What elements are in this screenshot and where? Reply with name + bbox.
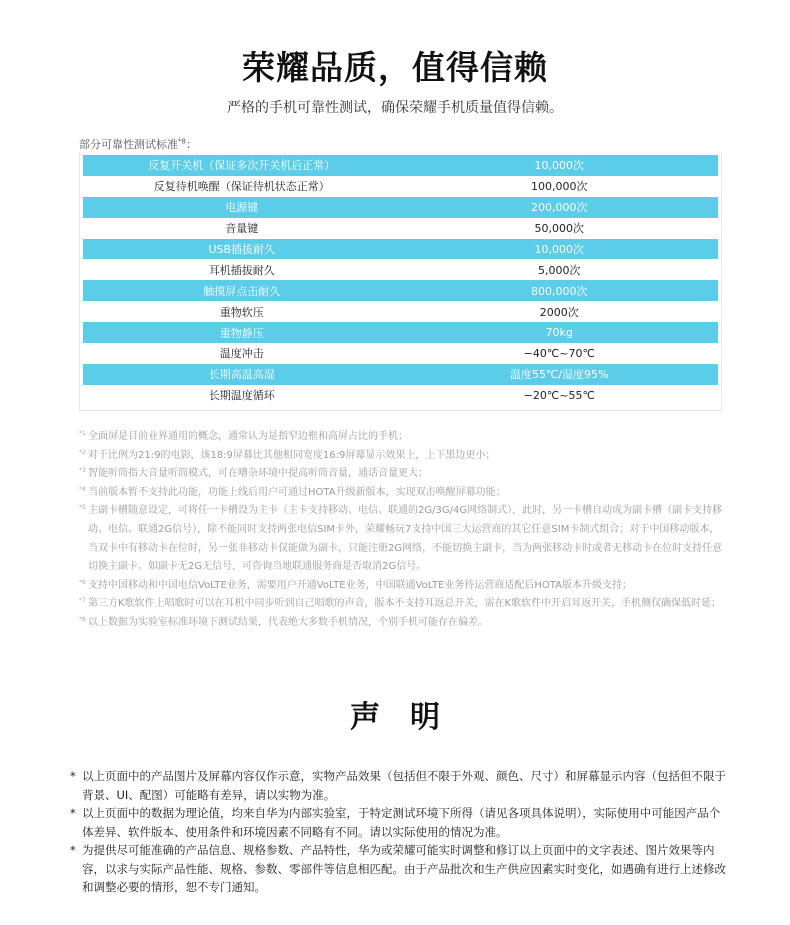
test-item: 反复待机唤醒（保证待机状态正常） bbox=[83, 176, 401, 197]
test-value: 800,000次 bbox=[401, 280, 719, 301]
asterisk-mark: * bbox=[70, 843, 76, 857]
declaration-text: 为提供尽可能准确的产品信息、规格参数、产品特性，华为或荣耀可能实时调整和修订以上页面中的文字表述、图片效果等内容，以求与实际产品性能、规格、参数、零部件等信息相匹配。由于产品批次和生产供应因素实时变化，如遇确有进行上述修改和调整必要的情形，恕不专门通知。 bbox=[82, 843, 726, 894]
table-label-text: 部分可靠性测试标准 bbox=[79, 138, 178, 151]
footnote-mark: *8 bbox=[79, 615, 86, 623]
footnote-item bbox=[79, 577, 724, 596]
page-title: 荣耀品质，值得信赖 bbox=[242, 48, 548, 87]
declaration-text: 以上页面中的产品图片及屏幕内容仅作示意，实物产品效果（包括但不限于外观、颜色、尺寸）和屏幕显示内容（包括但不限于背景、UI、配图）可能略有差异，请以实物为准。 bbox=[82, 769, 726, 802]
footnote-text: 以上数据为实验室标准环境下测试结果，代表绝大多数手机情况，个别手机可能存在偏差。 bbox=[88, 616, 488, 628]
test-item: 长期高温高湿 bbox=[83, 364, 401, 385]
test-item: 反复开关机（保证多次开关机后正常） bbox=[83, 155, 401, 176]
page-subtitle: 严格的手机可靠性测试，确保荣耀手机质量值得信赖。 bbox=[227, 100, 563, 116]
footnote-mark: *6 bbox=[79, 578, 86, 586]
footnote-mark: *3 bbox=[79, 467, 86, 475]
table-row bbox=[83, 343, 718, 364]
test-value: 10,000次 bbox=[401, 155, 719, 176]
footnote-text: 智能听筒指大音量听筒模式，可在嘈杂环境中提高听筒音量，通话音量更大； bbox=[88, 468, 428, 480]
declaration-list bbox=[70, 767, 730, 897]
table-row bbox=[83, 239, 718, 260]
footnote-mark: *5 bbox=[79, 504, 86, 512]
table-row bbox=[83, 301, 718, 322]
test-item: 重物软压 bbox=[83, 301, 401, 322]
footnote-item bbox=[79, 614, 724, 633]
test-value: −20℃~55℃ bbox=[401, 385, 719, 406]
test-value: 2000次 bbox=[401, 301, 719, 322]
test-item: 音量键 bbox=[83, 218, 401, 239]
footnote-text: 对于比例为21:9的电影，该18:9屏幕比其他相同宽度16:9屏幕显示效果上，上下黑边更小； bbox=[88, 449, 496, 461]
test-value: 温度55℃/湿度95% bbox=[401, 364, 719, 385]
footnote-text: 支持中国移动和中国电信VoLTE业务，需要用户开通VoLTE业务，中国联通VoLTE业务待运营商适配后HOTA版本升级支持； bbox=[88, 579, 632, 591]
footnote-item bbox=[79, 484, 724, 503]
footnote-item bbox=[79, 447, 724, 466]
table-row bbox=[83, 176, 718, 197]
footnote-mark: *4 bbox=[79, 485, 86, 493]
declaration-title: 声明 bbox=[350, 700, 470, 735]
test-value: 5,000次 bbox=[401, 259, 719, 280]
table-label: 部分可靠性测试标准$^{*8}$： bbox=[79, 137, 197, 151]
table-row bbox=[83, 218, 718, 239]
test-value: 100,000次 bbox=[401, 176, 719, 197]
footnote-item bbox=[79, 428, 724, 447]
test-item: 温度冲击 bbox=[83, 343, 401, 364]
declaration-item bbox=[70, 841, 730, 897]
footnote-item bbox=[79, 465, 724, 484]
footnote-text: 当前版本暂不支持此功能，功能上线后用户可通过HOTA升级新版本，实现双击唤醒屏幕功能； bbox=[88, 486, 506, 498]
footnote-text: 第三方K歌软件上唱歌时可以在耳机中同步听到自己唱歌的声音，版本不支持耳返总开关，需在K歌软件中开启耳返开关，手机侧仅确保低时延； bbox=[88, 598, 722, 610]
test-value: 50,000次 bbox=[401, 218, 719, 239]
table-row bbox=[83, 155, 718, 176]
declaration-text: 以上页面中的数据为理论值，均来自华为内部实验室，于特定测试环境下所得（请见各项具体说明），实际使用中可能因产品个体差异、软件版本、使用条件和环境因素不同略有不同。请以实际使用的情况为准。 bbox=[82, 806, 721, 839]
table-row bbox=[83, 364, 718, 385]
reliability-table-container bbox=[79, 152, 722, 411]
table-row bbox=[83, 259, 718, 280]
footnote-mark: *2 bbox=[79, 448, 86, 456]
asterisk-mark: * bbox=[70, 769, 76, 783]
table-row bbox=[83, 280, 718, 301]
reliability-table bbox=[83, 155, 718, 406]
footnote-item bbox=[79, 595, 724, 614]
test-item: 耳机插拔耐久 bbox=[83, 259, 401, 280]
test-item: 触摸屏点击耐久 bbox=[83, 280, 401, 301]
declaration-item bbox=[70, 804, 730, 841]
test-value: 70kg bbox=[401, 322, 719, 343]
test-value: −40℃~70℃ bbox=[401, 343, 719, 364]
footnotes bbox=[79, 428, 724, 633]
test-item: 电源键 bbox=[83, 197, 401, 218]
footnote-mark: *1 bbox=[79, 430, 86, 437]
footnote-text: 主副卡槽随意设定，可将任一卡槽设为主卡（主卡支持移动、电信、联通的2G/3G/4G网络制式），此时，另一卡槽自动成为副卡槽（副卡支持移动、电信、联通2G信号），除不能同时支持两张电信SIM卡外，荣耀畅玩7支持中国三大运营商的其它任意SIM卡制式组合；对于中国移动版本，当双卡中有移动卡在位时，另一张非移动卡仅能做为副卡，只能注册2G网络，不能切换主副卡，当为两张移动卡时或者无移动卡在位时支持任意切换主副卡。如副卡无2G无信号，可咨询当地联通服务商是否取消2G信号。 bbox=[88, 505, 723, 573]
table-row bbox=[83, 322, 718, 343]
table-label-footnote-mark: *8 bbox=[178, 137, 186, 146]
asterisk-mark: * bbox=[70, 806, 76, 820]
test-item: USB插拔耐久 bbox=[83, 239, 401, 260]
test-item: 重物静压 bbox=[83, 322, 401, 343]
table-row bbox=[83, 197, 718, 218]
test-item: 长期温度循环 bbox=[83, 385, 401, 406]
test-value: 200,000次 bbox=[401, 197, 719, 218]
footnote-mark: *7 bbox=[79, 597, 86, 605]
test-value: 10,000次 bbox=[401, 239, 719, 260]
footnote-text: 全面屏是目前业界通用的概念，通常认为是指窄边框和高屏占比的手机； bbox=[88, 431, 408, 442]
footnote-item bbox=[79, 502, 724, 576]
declaration-item bbox=[70, 767, 730, 804]
table-row bbox=[83, 385, 718, 406]
